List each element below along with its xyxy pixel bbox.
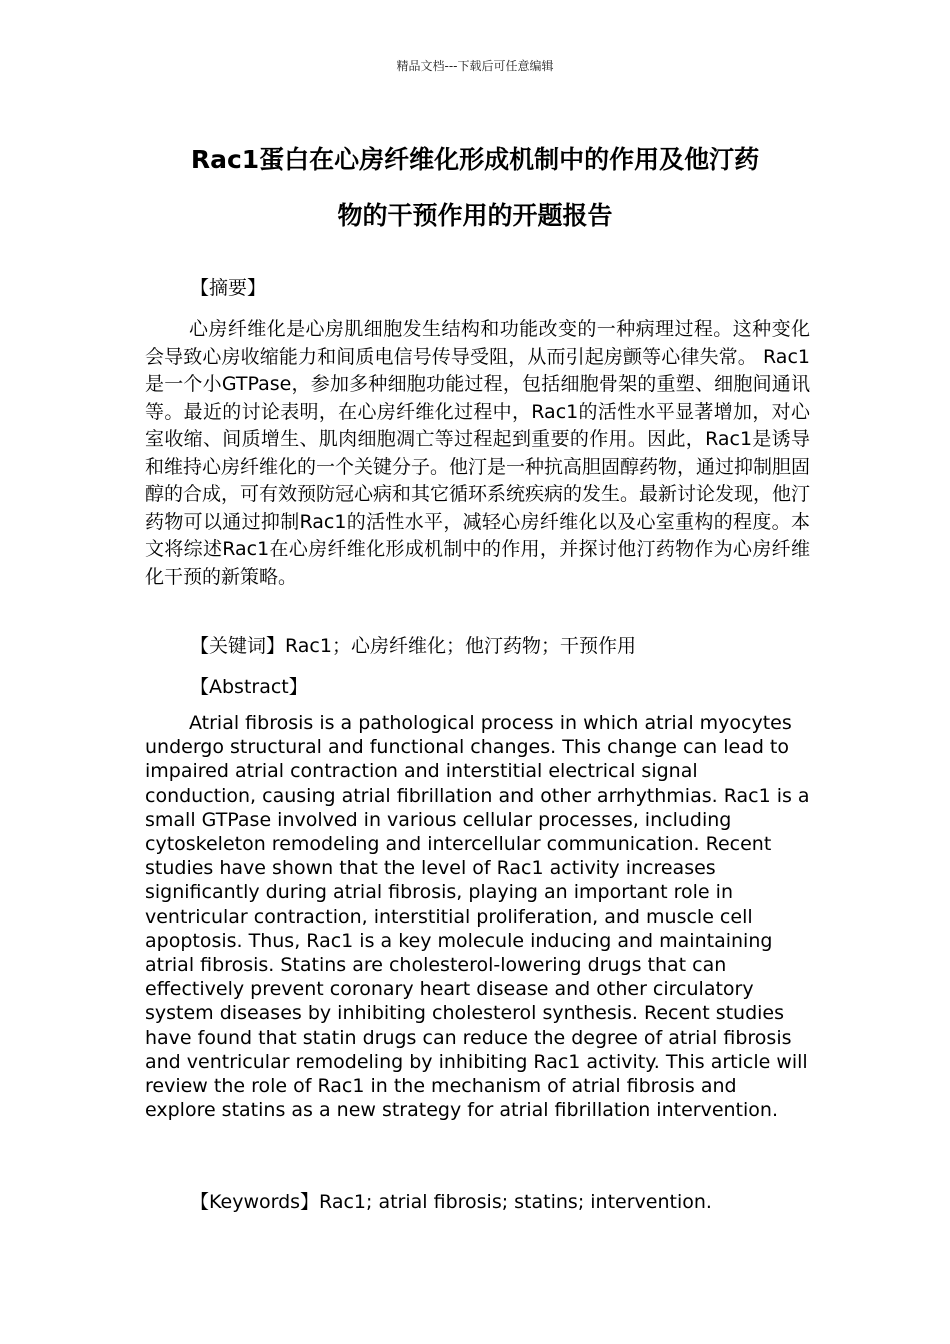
keywords-cn: 【关键词】Rac1；心房纤维化；他汀药物；干预作用	[190, 635, 636, 657]
page-header-note: 精品文档---下载后可任意编辑	[396, 59, 554, 73]
title-line-1: Rac1蛋白在心房纤维化形成机制中的作用及他汀药	[190, 145, 760, 174]
abstract-en-heading: 【Abstract】	[190, 676, 308, 698]
title-line-2: 物的干预作用的开题报告	[337, 201, 613, 230]
abstract-cn-body: 心房纤维化是心房肌细胞发生结构和功能改变的一种病理过程。这种变化会导致心房收缩能力和间质电信号传导受阻，从而引起房颤等心律失常。 Rac1是一个小GTPase，参加多种细胞功能过程，包括细胞骨架的重塑、细胞间通讯等。最近的讨论表明，在心房纤维化过程中，Rac1的活性水平显著增加，对心室收缩、间质增生、肌肉细胞凋亡等过程起到重要的作用。因此，Rac1是诱导和维持心房纤维化的一个关键分子。他汀是一种抗高胆固醇药物，通过抑制胆固醇的合成，可有效预防冠心病和其它循环系统疾病的发生。最新讨论发现，他汀药物可以通过抑制Rac1的活性水平，减轻心房纤维化以及心室重构的程度。本文将综述Rac1在心房纤维化形成机制中的作用，并探讨他汀药物作为心房纤维化干预的新策略。	[145, 318, 811, 588]
abstract-cn-heading: 【摘要】	[190, 277, 267, 299]
document-title	[145, 132, 805, 244]
abstract-en-body: Atrial fibrosis is a pathological process in which atrial myocytes undergo structural and functional changes. This change can lead to impaired atrial contraction and interstitial electrical signal conduction, causing atrial fibrillation and other arrhythmias. Rac1 is a small GTPase involved in various cellular processes, including cytoskeleton remodeling and intercellular communication. Recent studies have shown that the level of Rac1 activity increases significantly during atrial fibrosis, playing an important role in ventricular contraction, interstitial proliferation, and muscle cell apoptosis. Thus, Rac1 is a key molecule inducing and maintaining atrial fibrosis. Statins are cholesterol-lowering drugs that can effectively prevent coronary heart disease and other circulatory system diseases by inhibiting cholesterol synthesis. Recent studies have found that statin drugs can reduce the degree of atrial fibrosis and ventricular remodeling by inhibiting Rac1 activity. This article will review the role of Rac1 in the mechanism of atrial fibrosis and explore statins as a new strategy for atrial fibrillation intervention.	[145, 712, 810, 1122]
keywords-en: 【Keywords】Rac1; atrial fibrosis; statins; intervention.	[190, 1191, 712, 1213]
